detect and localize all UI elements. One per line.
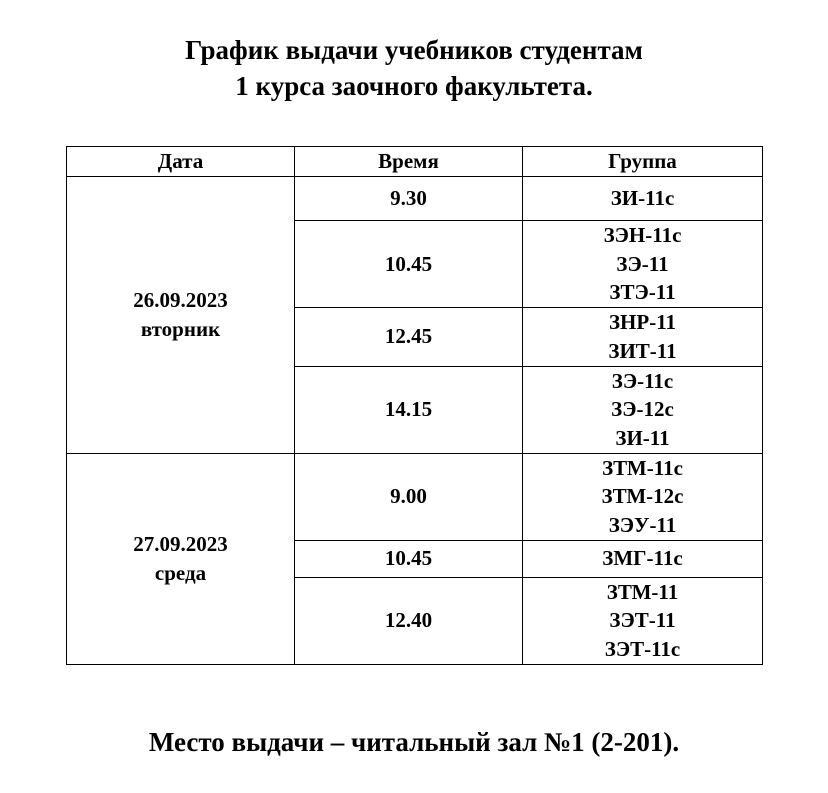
header-time: Время (295, 147, 523, 177)
group-cell (523, 221, 763, 308)
group-item: ЗТМ-11 (606, 579, 679, 604)
group-item: ЗМГ-11с (602, 546, 683, 571)
time-cell: 10.45 (295, 221, 523, 308)
date-value: 26.09.2023 (133, 287, 228, 312)
header-group: Группа (523, 147, 763, 177)
group-item: ЗЭУ-11 (608, 513, 677, 538)
header-date: Дата (67, 147, 295, 177)
group-cell (523, 577, 763, 664)
group-item: ЗЭТ-11с (604, 637, 681, 662)
page-title (0, 32, 828, 104)
date-cell (67, 453, 295, 664)
group-item: ЗИ-11с (610, 186, 675, 211)
date-cell (67, 177, 295, 454)
group-item: ЗИТ-11 (608, 338, 677, 363)
group-item: ЗИ-11 (615, 425, 670, 450)
time-cell: 9.30 (295, 177, 523, 221)
group-cell (523, 177, 763, 221)
time-cell: 14.15 (295, 366, 523, 453)
issue-location-note: Место выдачи – читальный зал №1 (2-201). (148, 727, 680, 757)
time-cell: 10.45 (295, 540, 523, 577)
time-cell: 12.40 (295, 577, 523, 664)
group-item: ЗТЭ-11 (609, 280, 676, 305)
schedule-table (66, 146, 763, 665)
group-item: ЗЭ-12с (611, 397, 674, 422)
time-cell: 12.45 (295, 308, 523, 366)
date-value: 27.09.2023 (133, 531, 228, 556)
table-header-row (67, 147, 763, 177)
group-item: ЗЭН-11с (603, 223, 682, 247)
time-cell: 9.00 (295, 453, 523, 540)
title-line-1: График выдачи учебников студентам (185, 35, 643, 65)
group-item: ЗТМ-11с (602, 455, 683, 480)
group-cell (523, 366, 763, 453)
group-cell (523, 308, 763, 366)
weekday-value: вторник (140, 316, 221, 341)
group-item: ЗЭ-11с (611, 368, 674, 393)
group-item: ЗЭТ-11 (609, 608, 676, 633)
group-item: ЗЭ-11 (616, 251, 669, 276)
group-item: ЗТМ-12с (601, 484, 684, 509)
group-cell (523, 540, 763, 577)
group-cell (523, 453, 763, 540)
group-item: ЗНР-11 (608, 310, 677, 335)
title-line-2: 1 курса заочного факультета. (235, 71, 593, 101)
weekday-value: среда (154, 560, 207, 585)
table-row (67, 177, 763, 221)
table-row (67, 453, 763, 540)
